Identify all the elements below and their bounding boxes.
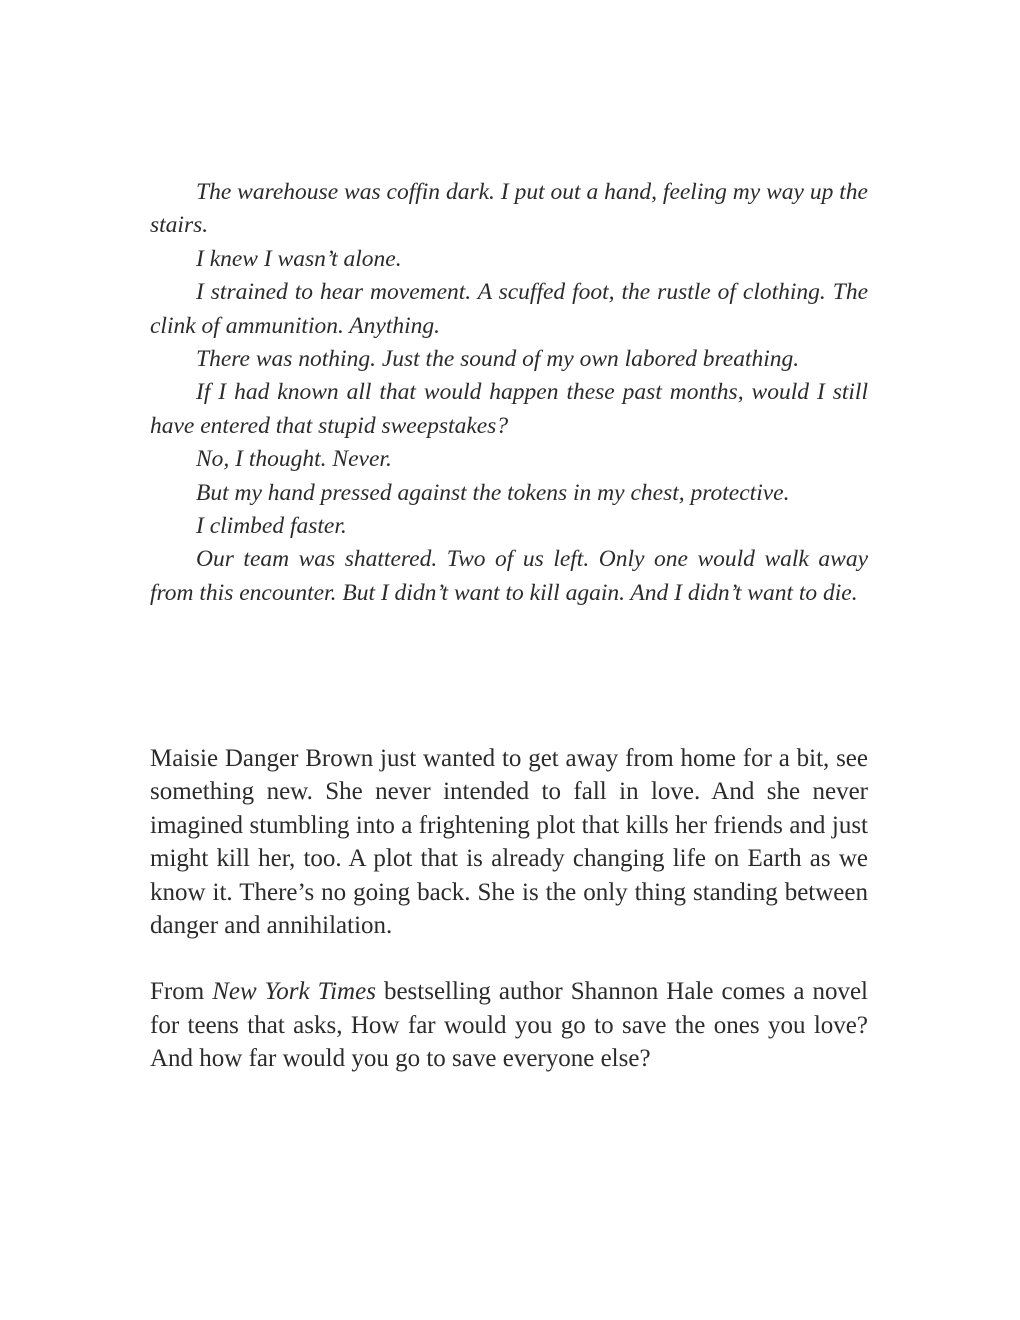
excerpt-paragraph: Our team was shattered. Two of us left. Only one would walk away from this encounter. But I didn’t want to kill again. And I didn’t want to die. xyxy=(150,546,868,606)
excerpt-paragraph: No, I thought. Never. xyxy=(196,446,392,473)
excerpt-paragraph: I climbed faster. xyxy=(196,513,347,540)
blurb-pitch xyxy=(150,975,868,1075)
excerpt-paragraph: But my hand pressed against the tokens in my chest, protective. xyxy=(196,479,790,506)
excerpt-paragraph: There was nothing. Just the sound of my own labored breathing. xyxy=(196,346,800,373)
pitch-prefix: From xyxy=(150,978,213,1006)
excerpt-paragraph: I knew I wasn’t alone. xyxy=(196,245,402,272)
excerpt-paragraph: The warehouse was coffin dark. I put out a hand, feeling my way up the stairs. xyxy=(150,179,868,239)
publication-title: New York Times xyxy=(212,978,376,1006)
blurb-summary: Maisie Danger Brown just wanted to get away from home for a bit, see something new. She never intended to fall in love. And she never imagined stumbling into a frightening plot that kills her friends and just might kill her, too. A plot that is already changing life on Earth as we know it. There’s no going back. She is the only thing standing between danger and annihilation. xyxy=(150,745,868,940)
excerpt-paragraph: If I had known all that would happen these past months, would I still have entered that stupid sweepstakes? xyxy=(150,379,868,439)
excerpt-section xyxy=(150,176,868,610)
blurb-section xyxy=(150,742,868,1076)
excerpt-paragraph: I strained to hear movement. A scuffed foot, the rustle of clothing. The clink of ammunition. Anything. xyxy=(150,279,868,339)
pitch-rest: bestselling author Shannon Hale comes a novel for teens that asks, How far would you go to save the ones you love? And how far would you go to save everyone else? xyxy=(150,978,868,1073)
